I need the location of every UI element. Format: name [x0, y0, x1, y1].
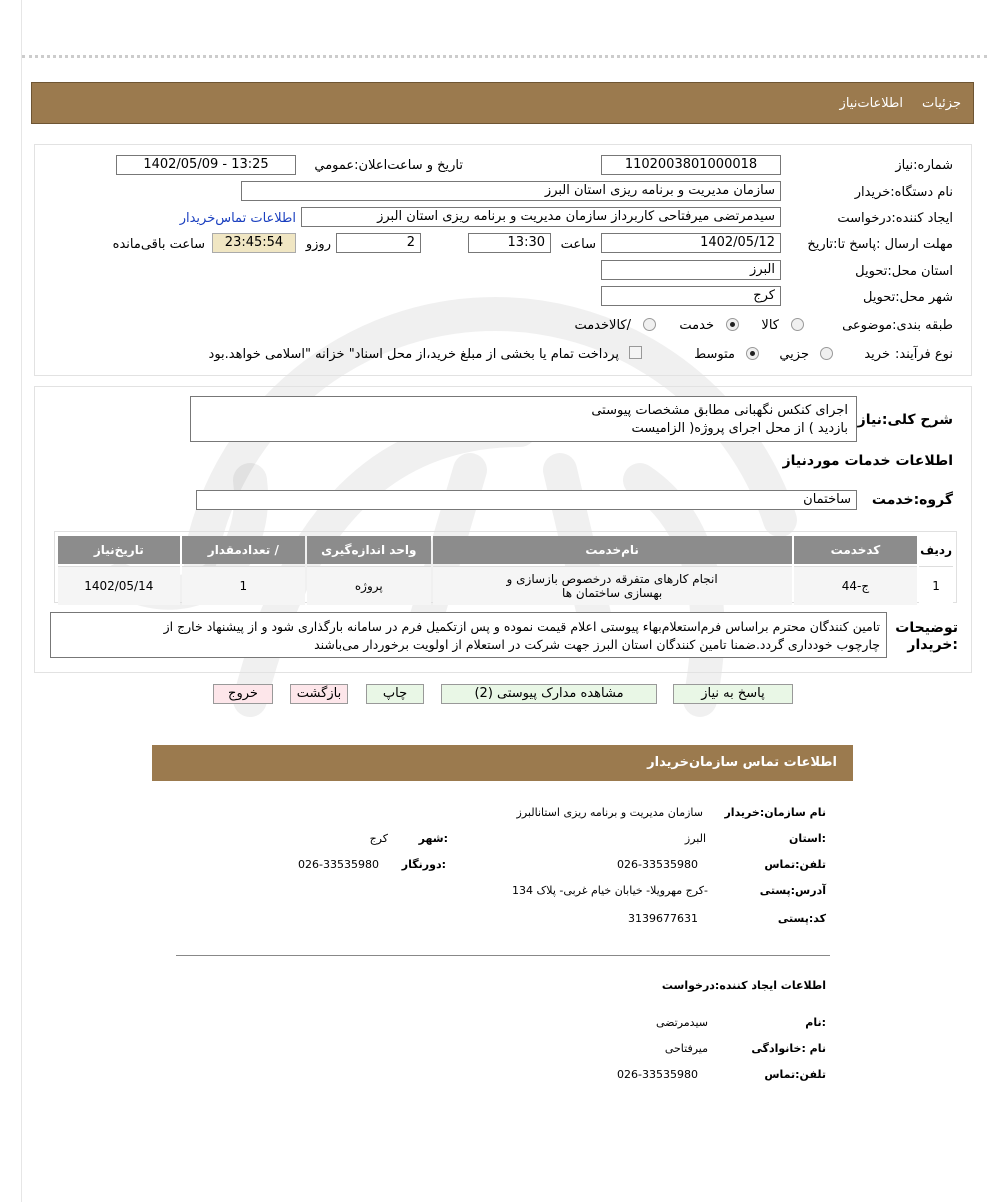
radio-service[interactable]	[726, 318, 739, 331]
contact-phone-label: تلفن:تماس	[764, 858, 826, 871]
treasury-payment-checkbox[interactable]	[629, 346, 642, 359]
contact-province-value: البرز	[684, 832, 706, 845]
dotted-divider	[22, 55, 987, 58]
contact-postal-value: 3139677631	[628, 912, 698, 925]
buyer-notes-line-1: تامین کنندگان محترم براساس فرم‌استعلام‌بهاء پیوستی اعلام قیمت نموده و پس ازتکمیل فرم در سامانه بارگذاری شود و از پیشنهاد خارج از	[163, 619, 880, 634]
contact-phone-value: 026-33535980	[617, 858, 698, 871]
col-row: ردیف	[919, 536, 953, 564]
creator-label: ایجاد کننده:درخواست	[837, 211, 953, 226]
contact-city-label: :شهر	[418, 832, 448, 845]
creator-family-label: نام :خانوادگی	[751, 1042, 826, 1055]
radio-minor-label: جزیي	[779, 347, 809, 362]
remaining-label: ساعت باقی‌مانده	[112, 237, 205, 252]
creator-field: سیدمرتضی میرفتاحی کاربرداز سازمان مدیریت و برنامه ریزی استان البرز	[301, 207, 781, 227]
hour-label: ساعت	[560, 237, 596, 252]
contact-address-label: آدرس:پستی	[759, 884, 826, 897]
buyer-notes-line-2: چارچوب خودداری گردد.ضمنا تامین کنندگان استان البرز جهت شرکت در استعلام از اولویت برخوردار می‌باشند	[314, 637, 880, 652]
buyer-notes-label-2: :خریدار	[907, 637, 958, 653]
col-code: کدخدمت	[794, 536, 917, 564]
deadline-time-field: 13:30	[468, 233, 551, 253]
buyer-contact-link[interactable]: اطلاعات تماس‌خریدار	[179, 211, 296, 226]
creator-phone-value: 026-33535980	[617, 1068, 698, 1081]
buyer-org-field: سازمان مدیریت و برنامه ریزی استان البرز	[241, 181, 781, 201]
creator-name-value: سیدمرتضی	[655, 1016, 708, 1029]
radio-goods-service[interactable]	[643, 318, 656, 331]
days-field: 2	[336, 233, 421, 253]
contact-divider	[176, 955, 830, 956]
announce-field: 1402/05/09 - 13:25	[116, 155, 296, 175]
treasury-payment-label: پرداخت تمام یا بخشی از مبلغ خرید،از محل اسناد" خزانه "اسلامی خواهد.بود	[208, 347, 619, 362]
radio-goods[interactable]	[791, 318, 804, 331]
description-line-2: بازدید ) از محل اجرای پروژه( الزامیست	[631, 421, 848, 436]
province-field: البرز	[601, 260, 781, 280]
cell-name	[433, 566, 792, 605]
col-qty: / تعدادمقدار	[182, 536, 305, 564]
contact-fax-value: 026-33535980	[298, 858, 379, 871]
cell-date: 1402/05/14	[58, 566, 180, 605]
col-unit: واحد اندازه‌گیری	[307, 536, 430, 564]
services-heading: اطلاعات خدمات موردنیاز	[782, 453, 953, 469]
exit-button[interactable]: خروج	[213, 684, 273, 704]
service-group-field: ساختمان	[196, 490, 857, 510]
contact-postal-label: کد:پستی	[777, 912, 826, 925]
city-label: شهر محل:تحویل	[863, 290, 953, 305]
attachments-button[interactable]: مشاهده مدارک پیوستی (2)	[441, 684, 657, 704]
contact-city-value: کرج	[369, 832, 388, 845]
need-info-panel	[34, 144, 972, 376]
creator-name-label: :نام	[805, 1016, 826, 1029]
buyer-org-label: نام دستگاه:خریدار	[854, 185, 953, 200]
deadline-date-field: 1402/05/12	[601, 233, 781, 253]
table-header-row	[58, 536, 953, 564]
deadline-label: مهلت ارسال :پاسخ تا:تاریخ	[807, 237, 953, 252]
page-edge-line	[21, 0, 22, 1202]
tab-details[interactable]: جزئیات	[922, 96, 961, 111]
cell-name-line-2: بهسازی ساختمان ها	[562, 586, 663, 600]
back-button[interactable]: بازگشت	[290, 684, 348, 704]
reply-button[interactable]: پاسخ به نیاز	[673, 684, 793, 704]
contact-title: اطلاعات تماس سازمان‌خریدار	[647, 755, 837, 770]
need-number-label: شماره:نیاز	[895, 158, 953, 173]
radio-medium[interactable]	[746, 347, 759, 360]
description-label: شرح کلی:نیاز	[857, 412, 953, 428]
contact-address-value: -کرج مهرویلا- خیابان خیام غربی- پلاک 134	[511, 884, 708, 897]
contact-header-bar	[152, 745, 853, 781]
col-date: تاریخ‌نیاز	[58, 536, 180, 564]
radio-service-label: خدمت	[679, 318, 714, 333]
creator-family-value: میرفتاحی	[664, 1042, 708, 1055]
process-buy-label: خرید	[864, 347, 890, 362]
radio-minor[interactable]	[820, 347, 833, 360]
service-group-label: گروه:خدمت	[871, 492, 953, 508]
print-button[interactable]: چاپ	[366, 684, 424, 704]
contact-fax-label: :دورنگار	[401, 858, 446, 871]
city-field: کرج	[601, 286, 781, 306]
contact-org-value: سازمان مدیریت و برنامه ریزی استانالبرز	[516, 806, 703, 819]
contact-province-label: :استان	[789, 832, 826, 845]
buyer-notes-box	[50, 612, 887, 658]
buyer-notes-label-1: توضیحات	[895, 620, 958, 636]
radio-goods-service-label: /کالاخدمت	[574, 318, 631, 333]
creator-phone-label: تلفن:تماس	[764, 1068, 826, 1081]
tab-need-info[interactable]: اطلاعات‌نیاز	[839, 96, 903, 111]
table-row	[58, 566, 953, 605]
cell-row: 1	[919, 566, 953, 605]
description-box	[190, 396, 857, 442]
cell-unit: پروژه	[307, 566, 430, 605]
radio-medium-label: متوسط	[694, 347, 735, 362]
remaining-time-field: 23:45:54	[212, 233, 296, 253]
col-name: نام‌خدمت	[433, 536, 792, 564]
services-table	[56, 534, 955, 607]
process-label: نوع فرآیند:	[895, 347, 953, 362]
cell-qty: 1	[182, 566, 305, 605]
category-label: طبقه بندی:موضوعی	[842, 318, 953, 333]
page-header-bar	[31, 82, 974, 124]
need-number-field: 1102003801000018	[601, 155, 781, 175]
cell-name-line-1: انجام کارهای متفرقه درخصوص بازسازی و	[506, 572, 718, 586]
contact-org-label: نام سازمان:خریدار	[724, 806, 826, 819]
radio-goods-label: کالا	[761, 318, 779, 333]
cell-code: ج-44	[794, 566, 917, 605]
creator-heading: اطلاعات ایجاد کننده:درخواست	[661, 979, 826, 992]
announce-label: تاریخ و ساعت‌اعلان:عمومي	[314, 158, 463, 173]
province-label: استان محل:تحویل	[855, 264, 953, 279]
days-label: روزو	[305, 237, 331, 252]
description-line-1: اجرای کنکس نگهبانی مطابق مشخصات پیوستی	[591, 403, 848, 418]
